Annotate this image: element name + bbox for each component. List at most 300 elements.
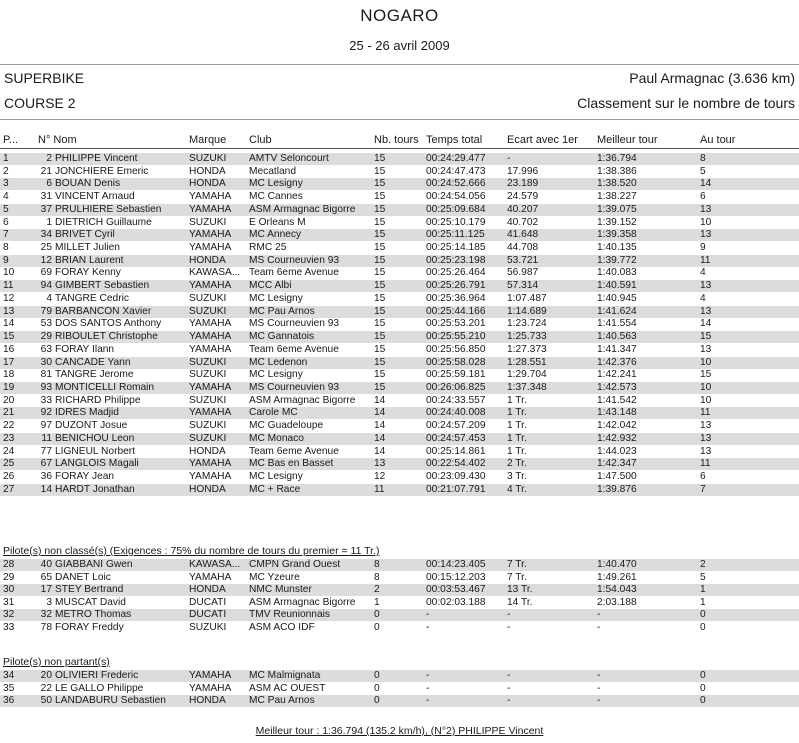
cell-ecart: - <box>507 695 511 706</box>
cell-pos: 32 <box>3 609 15 620</box>
cell-ecart: 40.207 <box>507 203 539 215</box>
table-row <box>0 318 799 330</box>
cell-tours: 15 <box>374 191 386 203</box>
cell-best: 1:40.470 <box>597 559 637 570</box>
cell-ecart: 13 Tr. <box>507 584 533 595</box>
cell-name: OLIVIERI Frederic <box>55 670 139 681</box>
cell-num: 94 <box>40 280 52 292</box>
cell-autour: 10 <box>700 216 712 228</box>
cell-club: MC + Race <box>249 483 301 495</box>
table-row <box>0 204 799 216</box>
cell-club: Carole MC <box>249 407 298 419</box>
cell-temps: 00:25:11.125 <box>426 229 485 241</box>
cell-ecart: 14 Tr. <box>507 596 533 608</box>
cell-name: FORAY Freddy <box>55 621 124 633</box>
cell-pos: 25 <box>3 458 15 470</box>
cell-name: FORAY Ilann <box>55 343 115 355</box>
cell-num: 67 <box>40 458 52 470</box>
cell-pos: 35 <box>3 682 15 694</box>
cell-num: 33 <box>40 394 52 406</box>
cell-num: 4 <box>46 292 52 304</box>
table-row <box>0 420 799 432</box>
col-ecart: Ecart avec 1er <box>507 134 578 146</box>
cell-ecart: 41.648 <box>507 229 539 241</box>
cell-num: 14 <box>40 483 52 495</box>
table-row <box>0 597 799 609</box>
col-temps: Temps total <box>426 134 483 146</box>
cell-best: 1:54.043 <box>597 584 637 595</box>
cell-autour: 13 <box>700 229 712 241</box>
cell-tours: 15 <box>374 242 386 254</box>
table-row <box>0 178 799 190</box>
non-starters-title: Pilote(s) non partant(s) <box>3 656 110 668</box>
table-row <box>0 255 799 267</box>
table-row <box>0 369 799 381</box>
cell-tours: 15 <box>374 369 386 381</box>
cell-autour: 8 <box>700 153 706 164</box>
cell-name: RIBOULET Christophe <box>55 331 158 343</box>
cell-temps: 00:24:47.473 <box>426 165 486 177</box>
table-row <box>0 191 799 203</box>
cell-club: ASM Armagnac Bigorre <box>249 596 356 608</box>
cell-name: METRO Thomas <box>55 609 132 620</box>
cell-tours: 15 <box>374 203 386 215</box>
cell-pos: 6 <box>3 216 9 228</box>
cell-autour: 11 <box>700 407 711 419</box>
cell-best: 1:42.573 <box>597 381 637 393</box>
cell-autour: 0 <box>700 682 706 694</box>
cell-name: LANDABURU Sebastien <box>55 695 166 706</box>
table-row <box>0 280 799 292</box>
cell-pos: 11 <box>3 280 14 292</box>
table-row <box>0 622 799 634</box>
cell-name: PHILIPPE Vincent <box>55 153 138 164</box>
cell-name: JONCHIERE Emeric <box>55 165 149 177</box>
cell-club: Team 6eme Avenue <box>249 445 339 457</box>
cell-num: 97 <box>40 420 52 432</box>
cell-name: HARDT Jonathan <box>55 483 135 495</box>
cell-tours: 15 <box>374 343 386 355</box>
table-row <box>0 433 799 445</box>
cell-marque: SUZUKI <box>189 216 227 228</box>
cell-tours: 15 <box>374 254 386 266</box>
cell-best: - <box>597 609 601 620</box>
cell-autour: 2 <box>700 559 706 570</box>
cell-temps: 00:25:09.684 <box>426 203 486 215</box>
cell-num: 32 <box>40 609 52 620</box>
cell-marque: SUZUKI <box>189 369 227 381</box>
cell-ecart: - <box>507 621 511 633</box>
cell-name: LIGNEUL Norbert <box>55 445 136 457</box>
cell-autour: 10 <box>700 356 712 368</box>
cell-ecart: 1 Tr. <box>507 432 527 444</box>
cell-marque: YAMAHA <box>189 242 232 254</box>
cell-best: 1:39.876 <box>597 483 637 495</box>
cell-tours: 15 <box>374 318 386 330</box>
cell-name: DUZONT Josue <box>55 420 128 432</box>
cell-ecart: 7 Tr. <box>507 559 527 570</box>
cell-ecart: 24.579 <box>507 191 539 203</box>
cell-num: 6 <box>46 178 52 190</box>
cell-temps: - <box>426 621 430 633</box>
cell-ecart: 3 Tr. <box>507 471 527 482</box>
cell-tours: 2 <box>374 584 380 595</box>
cell-num: 21 <box>40 165 52 177</box>
cell-name: LE GALLO Philippe <box>55 682 144 694</box>
cell-name: RICHARD Philippe <box>55 394 141 406</box>
cell-name: MUSCAT David <box>55 596 126 608</box>
cell-club: MS Courneuvien 93 <box>249 381 340 393</box>
cell-num: 34 <box>40 229 52 241</box>
cell-autour: 0 <box>700 670 706 681</box>
cell-ecart: 1 Tr. <box>507 407 527 419</box>
cell-club: MC Bas en Basset <box>249 458 334 470</box>
cell-name: IDRES Madjid <box>55 407 119 419</box>
cell-best: 2:03.188 <box>597 596 637 608</box>
cell-best: 1:38.227 <box>597 191 637 203</box>
table-row <box>0 609 799 621</box>
cell-marque: SUZUKI <box>189 394 227 406</box>
cell-num: 77 <box>40 445 52 457</box>
cell-marque: YAMAHA <box>189 280 232 292</box>
cell-club: MC Monaco <box>249 432 304 444</box>
table-row <box>0 344 799 356</box>
col-best: Meilleur tour <box>597 134 658 146</box>
cell-pos: 2 <box>3 165 9 177</box>
cell-ecart: - <box>507 609 511 620</box>
cell-name: STEY Bertrand <box>55 584 124 595</box>
cell-num: 17 <box>40 584 52 595</box>
cell-num: 92 <box>40 407 52 419</box>
cell-pos: 31 <box>3 596 15 608</box>
col-tours: Nb. tours <box>374 134 419 146</box>
cell-autour: 14 <box>700 178 712 190</box>
cell-name: FORAY Jean <box>55 471 115 482</box>
cell-pos: 4 <box>3 191 9 203</box>
cell-pos: 26 <box>3 471 15 482</box>
cell-temps: 00:25:53.201 <box>426 318 486 330</box>
cell-autour: 11 <box>700 254 711 266</box>
cell-autour: 6 <box>700 471 706 482</box>
cell-autour: 6 <box>700 191 706 203</box>
cell-club: MC Malmignata <box>249 670 321 681</box>
cell-club: Mecatland <box>249 165 297 177</box>
table-row <box>0 584 799 596</box>
column-headers <box>0 134 799 148</box>
cell-autour: 4 <box>700 292 706 304</box>
cell-ecart: 1:27.373 <box>507 343 547 355</box>
divider <box>0 64 799 65</box>
cell-temps: 00:25:58.028 <box>426 356 486 368</box>
cell-marque: YAMAHA <box>189 670 232 681</box>
cell-club: MCC Albi <box>249 280 292 292</box>
cell-best: 1:38.386 <box>597 165 637 177</box>
cell-tours: 15 <box>374 267 386 279</box>
cell-temps: - <box>426 682 430 694</box>
table-row <box>0 670 799 682</box>
cell-best: 1:42.042 <box>597 420 637 432</box>
cell-tours: 12 <box>374 471 386 482</box>
cell-temps: 00:03:53.467 <box>426 584 486 595</box>
cell-autour: 9 <box>700 242 706 254</box>
cell-club: MC Lesigny <box>249 292 303 304</box>
cell-pos: 3 <box>3 178 9 190</box>
cell-temps: 00:25:55.210 <box>426 331 486 343</box>
cell-club: MC Annecy <box>249 229 302 241</box>
cell-autour: 0 <box>700 609 706 620</box>
table-row <box>0 306 799 318</box>
cell-num: 50 <box>40 695 52 706</box>
cell-temps: 00:24:33.557 <box>426 394 486 406</box>
cell-name: TANGRE Jerome <box>55 369 134 381</box>
cell-name: BRIVET Cyril <box>55 229 115 241</box>
cell-best: 1:47.500 <box>597 471 637 482</box>
cell-temps: 00:24:54.056 <box>426 191 486 203</box>
cell-autour: 13 <box>700 432 712 444</box>
cell-name: BOUAN Denis <box>55 178 121 190</box>
cell-num: 40 <box>40 559 52 570</box>
cell-pos: 1 <box>3 153 9 164</box>
cell-tours: 14 <box>374 445 386 457</box>
cell-temps: - <box>426 695 430 706</box>
cell-marque: KAWASA... <box>189 559 241 570</box>
cell-autour: 7 <box>700 483 706 495</box>
cell-autour: 1 <box>700 596 706 608</box>
cell-name: VINCENT Arnaud <box>55 191 135 203</box>
table-row <box>0 446 799 458</box>
cell-club: ASM Armagnac Bigorre <box>249 203 356 215</box>
cell-tours: 0 <box>374 609 380 620</box>
non-classified-title: Pilote(s) non classé(s) (Exigences : 75% du nombre de tours du premier = 11 Tr.) <box>3 545 380 557</box>
cell-autour: 5 <box>700 571 706 583</box>
cell-pos: 8 <box>3 242 9 254</box>
cell-club: ASM AC OUEST <box>249 682 326 694</box>
classification-label: Classement sur le nombre de tours <box>577 95 795 111</box>
cell-club: Team 6eme Avenue <box>249 267 339 279</box>
table-row <box>0 357 799 369</box>
cell-tours: 0 <box>374 621 380 633</box>
cell-best: 1:40.135 <box>597 242 637 254</box>
cell-club: ASM ACO IDF <box>249 621 315 633</box>
cell-autour: 13 <box>700 203 712 215</box>
cell-club: MS Courneuvien 93 <box>249 254 340 266</box>
cell-club: MC Yzeure <box>249 571 300 583</box>
cell-temps: 00:22:54.402 <box>426 458 486 470</box>
cell-pos: 5 <box>3 203 9 215</box>
table-row <box>0 293 799 305</box>
cell-tours: 8 <box>374 559 380 570</box>
cell-ecart: 53.721 <box>507 254 539 266</box>
table-row <box>0 153 799 165</box>
cell-autour: 11 <box>700 458 711 470</box>
cell-pos: 28 <box>3 559 15 570</box>
cell-tours: 0 <box>374 695 380 706</box>
cell-ecart: 1:07.487 <box>507 292 547 304</box>
cell-ecart: 1 Tr. <box>507 394 527 406</box>
cell-num: 3 <box>46 596 52 608</box>
col-nom: N° Nom <box>38 134 77 146</box>
cell-best: - <box>597 621 601 633</box>
cell-club: MC Pau Arnos <box>249 695 315 706</box>
cell-best: - <box>597 682 601 694</box>
cell-marque: YAMAHA <box>189 571 232 583</box>
cell-marque: HONDA <box>189 178 226 190</box>
cell-club: E Orleans M <box>249 216 306 228</box>
cell-club: MC Lesigny <box>249 369 303 381</box>
cell-pos: 7 <box>3 229 9 241</box>
cell-ecart: 44.708 <box>507 242 539 254</box>
col-autour: Au tour <box>700 134 736 146</box>
cell-club: TMV Reunionnais <box>249 609 330 620</box>
cell-temps: 00:25:26.791 <box>426 280 486 292</box>
cell-best: 1:39.772 <box>597 254 637 266</box>
cell-marque: SUZUKI <box>189 621 227 633</box>
cell-marque: YAMAHA <box>189 203 232 215</box>
cell-pos: 27 <box>3 483 15 495</box>
cell-tours: 15 <box>374 305 386 317</box>
cell-club: CMPN Grand Ouest <box>249 559 341 570</box>
cell-tours: 14 <box>374 394 386 406</box>
cell-temps: 00:23:09.430 <box>426 471 486 482</box>
cell-best: - <box>597 695 601 706</box>
table-row <box>0 572 799 584</box>
cell-pos: 13 <box>3 305 15 317</box>
cell-tours: 15 <box>374 381 386 393</box>
cell-tours: 1 <box>374 596 380 608</box>
cell-temps: 00:24:29.477 <box>426 153 486 164</box>
cell-club: AMTV Seloncourt <box>249 153 329 164</box>
cell-tours: 15 <box>374 292 386 304</box>
cell-marque: SUZUKI <box>189 292 227 304</box>
cell-marque: SUZUKI <box>189 432 227 444</box>
cell-marque: HONDA <box>189 165 226 177</box>
cell-ecart: - <box>507 153 511 164</box>
cell-pos: 18 <box>3 369 15 381</box>
cell-club: RMC 25 <box>249 242 287 254</box>
cell-autour: 0 <box>700 695 706 706</box>
cell-club: MC Lesigny <box>249 178 303 190</box>
table-row <box>0 559 799 571</box>
cell-pos: 24 <box>3 445 15 457</box>
cell-tours: 15 <box>374 165 386 177</box>
cell-marque: KAWASA... <box>189 267 241 279</box>
cell-club: MC Pau Arnos <box>249 305 315 317</box>
cell-temps: 00:25:44.166 <box>426 305 486 317</box>
cell-tours: 15 <box>374 153 386 164</box>
cell-num: 12 <box>40 254 52 266</box>
cell-marque: YAMAHA <box>189 682 232 694</box>
cell-tours: 15 <box>374 178 386 190</box>
cell-club: MC Lesigny <box>249 471 303 482</box>
cell-name: GIABBANI Gwen <box>55 559 133 570</box>
cell-num: 63 <box>40 343 52 355</box>
event-dates: 25 - 26 avril 2009 <box>349 38 450 53</box>
table-row <box>0 382 799 394</box>
cell-name: BENICHOU Leon <box>55 432 135 444</box>
table-row <box>0 217 799 229</box>
cell-marque: HONDA <box>189 695 226 706</box>
cell-marque: DUCATI <box>189 596 227 608</box>
divider <box>0 148 799 149</box>
cell-temps: 00:24:57.209 <box>426 420 486 432</box>
cell-pos: 9 <box>3 254 9 266</box>
cell-best: 1:40.591 <box>597 280 637 292</box>
cell-best: 1:42.241 <box>597 369 637 381</box>
cell-marque: YAMAHA <box>189 229 232 241</box>
cell-tours: 8 <box>374 571 380 583</box>
cell-temps: 00:25:23.198 <box>426 254 486 266</box>
cell-tours: 15 <box>374 229 386 241</box>
cell-club: MC Cannes <box>249 191 303 203</box>
cell-temps: 00:21:07.791 <box>426 483 486 495</box>
category-label: SUPERBIKE <box>4 70 85 86</box>
cell-temps: 00:25:56.850 <box>426 343 486 355</box>
cell-name: TANGRE Cedric <box>55 292 129 304</box>
cell-best: 1:44.023 <box>597 445 637 457</box>
cell-marque: YAMAHA <box>189 331 232 343</box>
cell-autour: 13 <box>700 305 712 317</box>
cell-name: BRIAN Laurent <box>55 254 124 266</box>
cell-tours: 0 <box>374 670 380 681</box>
cell-autour: 1 <box>700 584 706 595</box>
cell-marque: YAMAHA <box>189 343 232 355</box>
cell-pos: 17 <box>3 356 15 368</box>
cell-tours: 15 <box>374 216 386 228</box>
cell-autour: 15 <box>700 331 712 343</box>
cell-ecart: - <box>507 682 511 694</box>
cell-autour: 13 <box>700 343 712 355</box>
cell-num: 2 <box>46 153 52 164</box>
cell-ecart: 2 Tr. <box>507 458 527 470</box>
cell-marque: YAMAHA <box>189 407 232 419</box>
cell-autour: 10 <box>700 381 712 393</box>
table-row <box>0 166 799 178</box>
cell-marque: SUZUKI <box>189 420 227 432</box>
cell-num: 11 <box>41 432 52 444</box>
cell-tours: 14 <box>374 420 386 432</box>
cell-best: 1:39.075 <box>597 203 637 215</box>
cell-num: 53 <box>40 318 52 330</box>
cell-pos: 23 <box>3 432 15 444</box>
cell-best: 1:40.083 <box>597 267 637 279</box>
cell-name: DOS SANTOS Anthony <box>55 318 162 330</box>
cell-club: MC Guadeloupe <box>249 420 324 432</box>
cell-marque: HONDA <box>189 445 226 457</box>
cell-pos: 14 <box>3 318 15 330</box>
circuit-label: Paul Armagnac (3.636 km) <box>629 70 795 86</box>
cell-pos: 21 <box>3 407 15 419</box>
cell-marque: YAMAHA <box>189 381 232 393</box>
cell-club: NMC Munster <box>249 584 312 595</box>
cell-best: 1:41.624 <box>597 305 637 317</box>
cell-autour: 14 <box>700 318 712 330</box>
cell-pos: 16 <box>3 343 15 355</box>
cell-name: PRULHIERE Sebastien <box>55 203 162 215</box>
cell-club: MS Courneuvien 93 <box>249 318 340 330</box>
cell-pos: 19 <box>3 381 15 393</box>
cell-ecart: 4 Tr. <box>507 483 527 495</box>
cell-num: 22 <box>40 682 52 694</box>
cell-name: BARBANCON Xavier <box>55 305 152 317</box>
cell-marque: DUCATI <box>189 609 227 620</box>
cell-pos: 36 <box>3 695 15 706</box>
cell-best: 1:39.152 <box>597 216 637 228</box>
cell-temps: - <box>426 670 430 681</box>
cell-ecart: 57.314 <box>507 280 539 292</box>
cell-pos: 30 <box>3 584 15 595</box>
divider <box>0 119 799 120</box>
cell-best: - <box>597 670 601 681</box>
